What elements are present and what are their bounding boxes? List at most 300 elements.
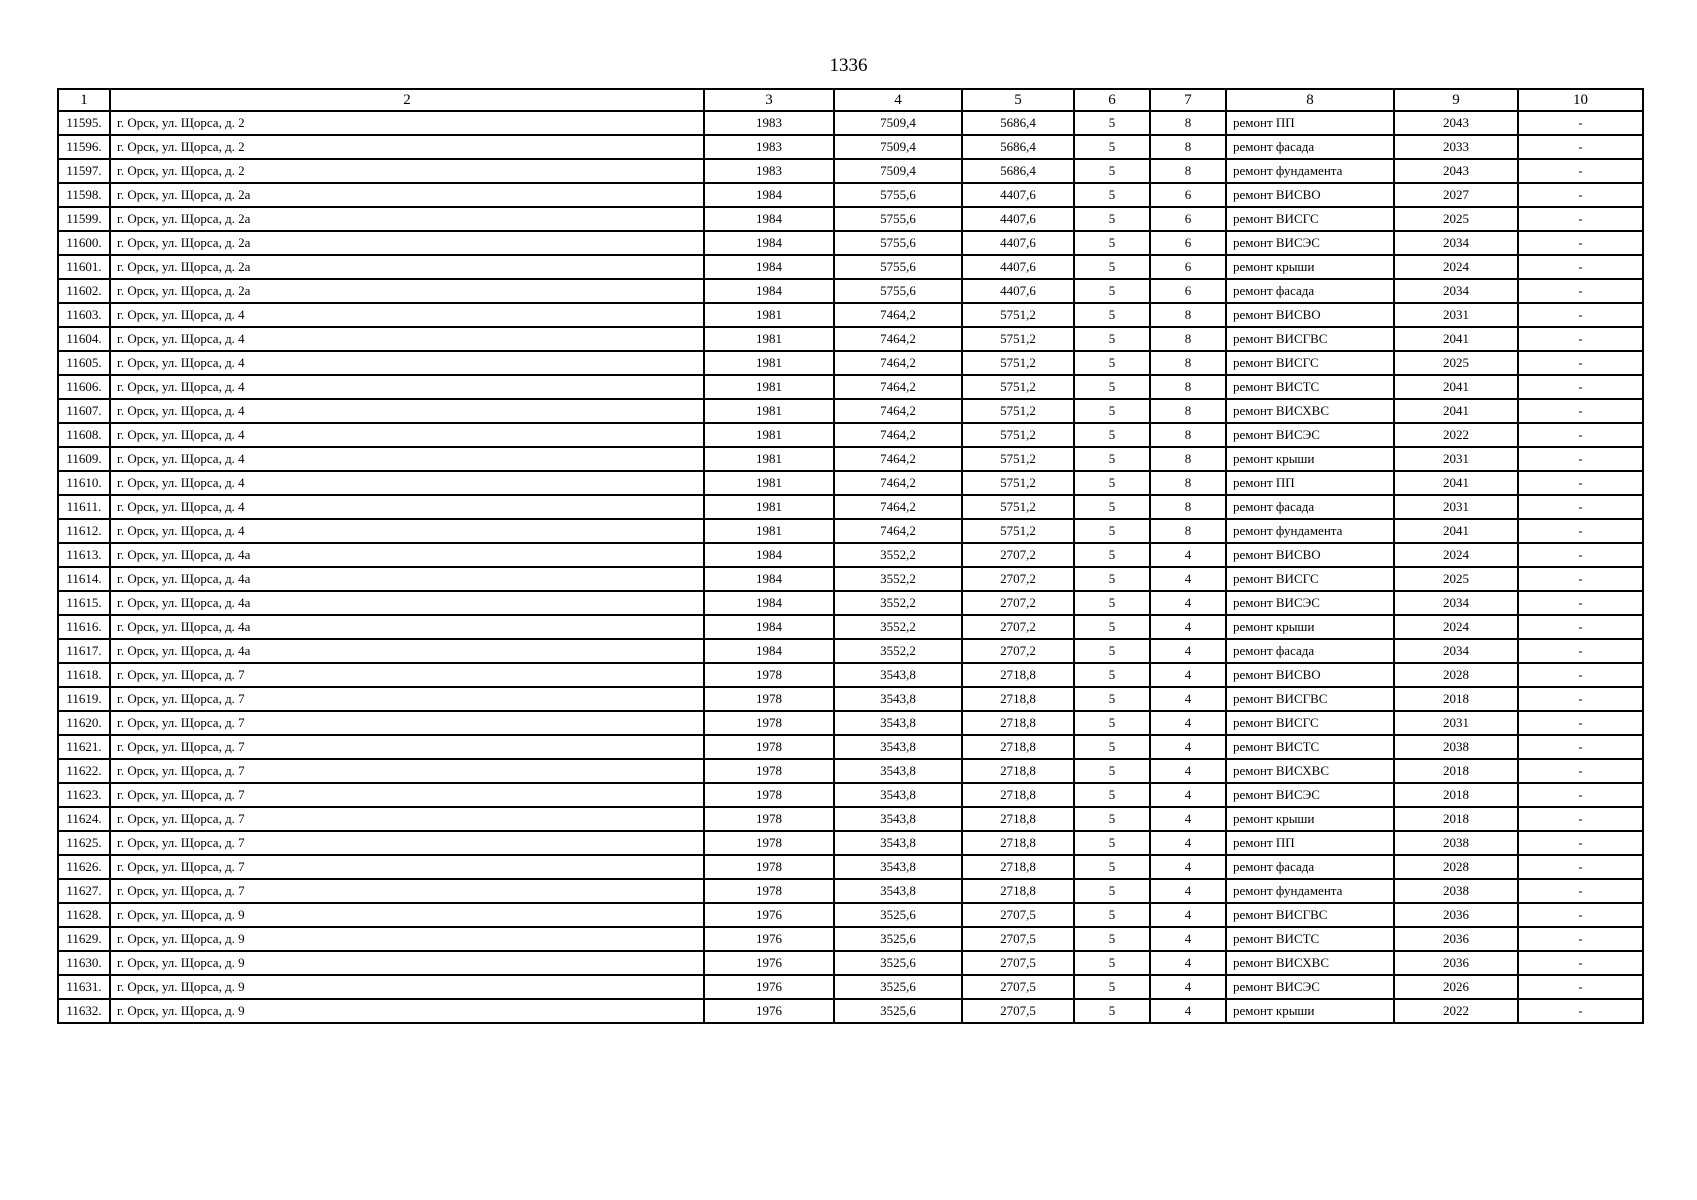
planned-year-cell: 2028 xyxy=(1394,855,1518,879)
note-cell: - xyxy=(1518,927,1643,951)
address-cell: г. Орск, ул. Щорса, д. 7 xyxy=(110,783,704,807)
planned-year-cell: 2025 xyxy=(1394,351,1518,375)
total-area-cell: 3543,8 xyxy=(834,711,962,735)
table-row xyxy=(58,327,1643,351)
page-number: 1336 xyxy=(829,55,868,76)
living-area-cell: 5751,2 xyxy=(962,471,1074,495)
row-number-cell: 11621. xyxy=(58,735,110,759)
entrances-cell: 4 xyxy=(1150,783,1226,807)
total-area-cell: 3552,2 xyxy=(834,567,962,591)
entrances-cell: 4 xyxy=(1150,543,1226,567)
year-built-cell: 1981 xyxy=(704,447,834,471)
year-built-cell: 1976 xyxy=(704,975,834,999)
total-area-cell: 3525,6 xyxy=(834,999,962,1023)
note-cell: - xyxy=(1518,231,1643,255)
work-type-cell: ремонт ВИСТС xyxy=(1226,927,1394,951)
row-number-cell: 11628. xyxy=(58,903,110,927)
living-area-cell: 5751,2 xyxy=(962,327,1074,351)
work-type-cell: ремонт ВИСЭС xyxy=(1226,231,1394,255)
entrances-cell: 4 xyxy=(1150,687,1226,711)
total-area-cell: 3543,8 xyxy=(834,807,962,831)
entrances-cell: 6 xyxy=(1150,207,1226,231)
entrances-cell: 8 xyxy=(1150,303,1226,327)
row-number-cell: 11596. xyxy=(58,135,110,159)
address-cell: г. Орск, ул. Щорса, д. 4 xyxy=(110,351,704,375)
planned-year-cell: 2038 xyxy=(1394,735,1518,759)
address-cell: г. Орск, ул. Щорса, д. 2а xyxy=(110,231,704,255)
work-type-cell: ремонт фасада xyxy=(1226,135,1394,159)
entrances-cell: 8 xyxy=(1150,519,1226,543)
table-row xyxy=(58,159,1643,183)
table-row xyxy=(58,567,1643,591)
total-area-cell: 7509,4 xyxy=(834,135,962,159)
column-header: 1 xyxy=(58,89,110,111)
address-cell: г. Орск, ул. Щорса, д. 2 xyxy=(110,135,704,159)
planned-year-cell: 2036 xyxy=(1394,927,1518,951)
floors-cell: 5 xyxy=(1074,159,1150,183)
entrances-cell: 8 xyxy=(1150,471,1226,495)
address-cell: г. Орск, ул. Щорса, д. 7 xyxy=(110,807,704,831)
note-cell: - xyxy=(1518,951,1643,975)
note-cell: - xyxy=(1518,495,1643,519)
year-built-cell: 1978 xyxy=(704,735,834,759)
floors-cell: 5 xyxy=(1074,783,1150,807)
year-built-cell: 1984 xyxy=(704,255,834,279)
year-built-cell: 1983 xyxy=(704,111,834,135)
entrances-cell: 4 xyxy=(1150,807,1226,831)
year-built-cell: 1983 xyxy=(704,135,834,159)
work-type-cell: ремонт крыши xyxy=(1226,447,1394,471)
row-number-cell: 11611. xyxy=(58,495,110,519)
total-area-cell: 7464,2 xyxy=(834,351,962,375)
table-row xyxy=(58,951,1643,975)
work-type-cell: ремонт ВИСХВС xyxy=(1226,399,1394,423)
entrances-cell: 8 xyxy=(1150,495,1226,519)
total-area-cell: 3543,8 xyxy=(834,783,962,807)
year-built-cell: 1981 xyxy=(704,327,834,351)
address-cell: г. Орск, ул. Щорса, д. 4а xyxy=(110,639,704,663)
floors-cell: 5 xyxy=(1074,975,1150,999)
total-area-cell: 5755,6 xyxy=(834,231,962,255)
row-number-cell: 11610. xyxy=(58,471,110,495)
year-built-cell: 1981 xyxy=(704,399,834,423)
row-number-cell: 11599. xyxy=(58,207,110,231)
address-cell: г. Орск, ул. Щорса, д. 4а xyxy=(110,615,704,639)
planned-year-cell: 2025 xyxy=(1394,207,1518,231)
work-type-cell: ремонт ВИСГС xyxy=(1226,711,1394,735)
planned-year-cell: 2034 xyxy=(1394,639,1518,663)
planned-year-cell: 2034 xyxy=(1394,279,1518,303)
table-row xyxy=(58,927,1643,951)
row-number-cell: 11603. xyxy=(58,303,110,327)
note-cell: - xyxy=(1518,279,1643,303)
table-row xyxy=(58,471,1643,495)
year-built-cell: 1976 xyxy=(704,999,834,1023)
total-area-cell: 7464,2 xyxy=(834,423,962,447)
total-area-cell: 3552,2 xyxy=(834,639,962,663)
floors-cell: 5 xyxy=(1074,567,1150,591)
work-type-cell: ремонт ВИСЭС xyxy=(1226,423,1394,447)
table-row xyxy=(58,375,1643,399)
column-header: 9 xyxy=(1394,89,1518,111)
entrances-cell: 4 xyxy=(1150,951,1226,975)
floors-cell: 5 xyxy=(1074,183,1150,207)
year-built-cell: 1984 xyxy=(704,639,834,663)
address-cell: г. Орск, ул. Щорса, д. 2 xyxy=(110,111,704,135)
address-cell: г. Орск, ул. Щорса, д. 4 xyxy=(110,447,704,471)
work-type-cell: ремонт фундамента xyxy=(1226,519,1394,543)
planned-year-cell: 2018 xyxy=(1394,807,1518,831)
planned-year-cell: 2041 xyxy=(1394,375,1518,399)
table-row xyxy=(58,423,1643,447)
entrances-cell: 8 xyxy=(1150,375,1226,399)
living-area-cell: 2707,2 xyxy=(962,591,1074,615)
planned-year-cell: 2018 xyxy=(1394,759,1518,783)
table-row xyxy=(58,135,1643,159)
floors-cell: 5 xyxy=(1074,615,1150,639)
table-row xyxy=(58,255,1643,279)
address-cell: г. Орск, ул. Щорса, д. 9 xyxy=(110,927,704,951)
note-cell: - xyxy=(1518,471,1643,495)
living-area-cell: 2707,5 xyxy=(962,975,1074,999)
work-type-cell: ремонт ПП xyxy=(1226,831,1394,855)
floors-cell: 5 xyxy=(1074,423,1150,447)
address-cell: г. Орск, ул. Щорса, д. 2а xyxy=(110,183,704,207)
floors-cell: 5 xyxy=(1074,879,1150,903)
entrances-cell: 4 xyxy=(1150,831,1226,855)
entrances-cell: 8 xyxy=(1150,423,1226,447)
year-built-cell: 1984 xyxy=(704,207,834,231)
row-number-cell: 11598. xyxy=(58,183,110,207)
living-area-cell: 2718,8 xyxy=(962,831,1074,855)
floors-cell: 5 xyxy=(1074,303,1150,327)
note-cell: - xyxy=(1518,999,1643,1023)
total-area-cell: 7464,2 xyxy=(834,303,962,327)
address-cell: г. Орск, ул. Щорса, д. 4а xyxy=(110,567,704,591)
living-area-cell: 2707,5 xyxy=(962,951,1074,975)
total-area-cell: 3543,8 xyxy=(834,735,962,759)
table-row xyxy=(58,711,1643,735)
work-type-cell: ремонт фасада xyxy=(1226,639,1394,663)
year-built-cell: 1984 xyxy=(704,183,834,207)
total-area-cell: 7464,2 xyxy=(834,399,962,423)
floors-cell: 5 xyxy=(1074,471,1150,495)
note-cell: - xyxy=(1518,543,1643,567)
living-area-cell: 4407,6 xyxy=(962,207,1074,231)
floors-cell: 5 xyxy=(1074,135,1150,159)
planned-year-cell: 2018 xyxy=(1394,783,1518,807)
column-header: 7 xyxy=(1150,89,1226,111)
table-row xyxy=(58,591,1643,615)
table-row xyxy=(58,663,1643,687)
address-cell: г. Орск, ул. Щорса, д. 9 xyxy=(110,975,704,999)
entrances-cell: 4 xyxy=(1150,567,1226,591)
living-area-cell: 5751,2 xyxy=(962,495,1074,519)
year-built-cell: 1981 xyxy=(704,375,834,399)
entrances-cell: 4 xyxy=(1150,759,1226,783)
entrances-cell: 4 xyxy=(1150,999,1226,1023)
planned-year-cell: 2041 xyxy=(1394,327,1518,351)
work-type-cell: ремонт ВИСГС xyxy=(1226,351,1394,375)
floors-cell: 5 xyxy=(1074,447,1150,471)
entrances-cell: 6 xyxy=(1150,183,1226,207)
table-row xyxy=(58,207,1643,231)
year-built-cell: 1981 xyxy=(704,519,834,543)
entrances-cell: 6 xyxy=(1150,279,1226,303)
floors-cell: 5 xyxy=(1074,831,1150,855)
planned-year-cell: 2041 xyxy=(1394,399,1518,423)
total-area-cell: 3525,6 xyxy=(834,975,962,999)
living-area-cell: 5751,2 xyxy=(962,375,1074,399)
entrances-cell: 4 xyxy=(1150,879,1226,903)
note-cell: - xyxy=(1518,711,1643,735)
address-cell: г. Орск, ул. Щорса, д. 2 xyxy=(110,159,704,183)
work-type-cell: ремонт ВИСГС xyxy=(1226,567,1394,591)
table-row xyxy=(58,975,1643,999)
total-area-cell: 3543,8 xyxy=(834,879,962,903)
floors-cell: 5 xyxy=(1074,375,1150,399)
total-area-cell: 5755,6 xyxy=(834,207,962,231)
work-type-cell: ремонт ВИСГВС xyxy=(1226,903,1394,927)
entrances-cell: 4 xyxy=(1150,855,1226,879)
total-area-cell: 7464,2 xyxy=(834,447,962,471)
address-cell: г. Орск, ул. Щорса, д. 7 xyxy=(110,711,704,735)
entrances-cell: 4 xyxy=(1150,975,1226,999)
work-type-cell: ремонт ВИСЭС xyxy=(1226,975,1394,999)
address-cell: г. Орск, ул. Щорса, д. 4а xyxy=(110,591,704,615)
total-area-cell: 7464,2 xyxy=(834,471,962,495)
floors-cell: 5 xyxy=(1074,231,1150,255)
work-type-cell: ремонт ВИСВО xyxy=(1226,303,1394,327)
row-number-cell: 11614. xyxy=(58,567,110,591)
total-area-cell: 7464,2 xyxy=(834,327,962,351)
floors-cell: 5 xyxy=(1074,711,1150,735)
planned-year-cell: 2027 xyxy=(1394,183,1518,207)
note-cell: - xyxy=(1518,615,1643,639)
planned-year-cell: 2041 xyxy=(1394,471,1518,495)
total-area-cell: 7464,2 xyxy=(834,519,962,543)
table-row xyxy=(58,687,1643,711)
floors-cell: 5 xyxy=(1074,855,1150,879)
column-header: 2 xyxy=(110,89,704,111)
table-row xyxy=(58,855,1643,879)
table-row xyxy=(58,999,1643,1023)
living-area-cell: 2718,8 xyxy=(962,687,1074,711)
note-cell: - xyxy=(1518,159,1643,183)
row-number-cell: 11626. xyxy=(58,855,110,879)
planned-year-cell: 2026 xyxy=(1394,975,1518,999)
header-row xyxy=(58,89,1643,111)
living-area-cell: 5751,2 xyxy=(962,519,1074,543)
table-row xyxy=(58,831,1643,855)
note-cell: - xyxy=(1518,327,1643,351)
row-number-cell: 11612. xyxy=(58,519,110,543)
work-type-cell: ремонт фасада xyxy=(1226,495,1394,519)
floors-cell: 5 xyxy=(1074,327,1150,351)
row-number-cell: 11623. xyxy=(58,783,110,807)
year-built-cell: 1976 xyxy=(704,927,834,951)
planned-year-cell: 2041 xyxy=(1394,519,1518,543)
row-number-cell: 11601. xyxy=(58,255,110,279)
row-number-cell: 11609. xyxy=(58,447,110,471)
living-area-cell: 4407,6 xyxy=(962,231,1074,255)
note-cell: - xyxy=(1518,879,1643,903)
row-number-cell: 11607. xyxy=(58,399,110,423)
row-number-cell: 11632. xyxy=(58,999,110,1023)
year-built-cell: 1978 xyxy=(704,855,834,879)
planned-year-cell: 2038 xyxy=(1394,879,1518,903)
year-built-cell: 1984 xyxy=(704,591,834,615)
work-type-cell: ремонт крыши xyxy=(1226,999,1394,1023)
row-number-cell: 11619. xyxy=(58,687,110,711)
total-area-cell: 3543,8 xyxy=(834,663,962,687)
planned-year-cell: 2024 xyxy=(1394,255,1518,279)
address-cell: г. Орск, ул. Щорса, д. 7 xyxy=(110,687,704,711)
note-cell: - xyxy=(1518,567,1643,591)
year-built-cell: 1978 xyxy=(704,663,834,687)
year-built-cell: 1983 xyxy=(704,159,834,183)
address-cell: г. Орск, ул. Щорса, д. 4 xyxy=(110,471,704,495)
floors-cell: 5 xyxy=(1074,999,1150,1023)
note-cell: - xyxy=(1518,975,1643,999)
note-cell: - xyxy=(1518,855,1643,879)
living-area-cell: 4407,6 xyxy=(962,255,1074,279)
floors-cell: 5 xyxy=(1074,495,1150,519)
planned-year-cell: 2031 xyxy=(1394,447,1518,471)
note-cell: - xyxy=(1518,783,1643,807)
floors-cell: 5 xyxy=(1074,591,1150,615)
note-cell: - xyxy=(1518,423,1643,447)
table-row xyxy=(58,111,1643,135)
floors-cell: 5 xyxy=(1074,519,1150,543)
planned-year-cell: 2024 xyxy=(1394,615,1518,639)
work-type-cell: ремонт ВИСВО xyxy=(1226,543,1394,567)
table-body xyxy=(58,89,1643,1023)
entrances-cell: 8 xyxy=(1150,399,1226,423)
total-area-cell: 3543,8 xyxy=(834,687,962,711)
table-row xyxy=(58,399,1643,423)
address-cell: г. Орск, ул. Щорса, д. 7 xyxy=(110,831,704,855)
table-row xyxy=(58,807,1643,831)
entrances-cell: 8 xyxy=(1150,327,1226,351)
table-row xyxy=(58,351,1643,375)
address-cell: г. Орск, ул. Щорса, д. 4 xyxy=(110,375,704,399)
entrances-cell: 4 xyxy=(1150,663,1226,687)
work-type-cell: ремонт крыши xyxy=(1226,807,1394,831)
row-number-cell: 11617. xyxy=(58,639,110,663)
planned-year-cell: 2022 xyxy=(1394,999,1518,1023)
floors-cell: 5 xyxy=(1074,399,1150,423)
total-area-cell: 3552,2 xyxy=(834,591,962,615)
total-area-cell: 3525,6 xyxy=(834,927,962,951)
column-header: 4 xyxy=(834,89,962,111)
planned-year-cell: 2036 xyxy=(1394,903,1518,927)
entrances-cell: 6 xyxy=(1150,255,1226,279)
planned-year-cell: 2033 xyxy=(1394,135,1518,159)
year-built-cell: 1978 xyxy=(704,711,834,735)
row-number-cell: 11604. xyxy=(58,327,110,351)
year-built-cell: 1976 xyxy=(704,903,834,927)
floors-cell: 5 xyxy=(1074,207,1150,231)
table-row xyxy=(58,183,1643,207)
entrances-cell: 4 xyxy=(1150,903,1226,927)
living-area-cell: 2718,8 xyxy=(962,711,1074,735)
note-cell: - xyxy=(1518,375,1643,399)
row-number-cell: 11613. xyxy=(58,543,110,567)
work-type-cell: ремонт ВИСГС xyxy=(1226,207,1394,231)
living-area-cell: 2718,8 xyxy=(962,759,1074,783)
note-cell: - xyxy=(1518,639,1643,663)
entrances-cell: 4 xyxy=(1150,639,1226,663)
row-number-cell: 11630. xyxy=(58,951,110,975)
total-area-cell: 3552,2 xyxy=(834,615,962,639)
planned-year-cell: 2031 xyxy=(1394,495,1518,519)
table-row xyxy=(58,903,1643,927)
table-row xyxy=(58,735,1643,759)
living-area-cell: 5751,2 xyxy=(962,399,1074,423)
address-cell: г. Орск, ул. Щорса, д. 7 xyxy=(110,855,704,879)
table-row xyxy=(58,879,1643,903)
year-built-cell: 1984 xyxy=(704,567,834,591)
year-built-cell: 1978 xyxy=(704,687,834,711)
entrances-cell: 8 xyxy=(1150,159,1226,183)
work-type-cell: ремонт ВИСЭС xyxy=(1226,783,1394,807)
year-built-cell: 1981 xyxy=(704,471,834,495)
floors-cell: 5 xyxy=(1074,903,1150,927)
floors-cell: 5 xyxy=(1074,111,1150,135)
address-cell: г. Орск, ул. Щорса, д. 9 xyxy=(110,999,704,1023)
year-built-cell: 1978 xyxy=(704,879,834,903)
year-built-cell: 1984 xyxy=(704,615,834,639)
row-number-cell: 11608. xyxy=(58,423,110,447)
floors-cell: 5 xyxy=(1074,255,1150,279)
entrances-cell: 8 xyxy=(1150,351,1226,375)
living-area-cell: 2718,8 xyxy=(962,855,1074,879)
note-cell: - xyxy=(1518,903,1643,927)
entrances-cell: 4 xyxy=(1150,591,1226,615)
planned-year-cell: 2022 xyxy=(1394,423,1518,447)
row-number-cell: 11602. xyxy=(58,279,110,303)
table-row xyxy=(58,303,1643,327)
living-area-cell: 2707,2 xyxy=(962,543,1074,567)
total-area-cell: 3543,8 xyxy=(834,759,962,783)
row-number-cell: 11605. xyxy=(58,351,110,375)
column-header: 5 xyxy=(962,89,1074,111)
living-area-cell: 5686,4 xyxy=(962,159,1074,183)
total-area-cell: 7509,4 xyxy=(834,111,962,135)
planned-year-cell: 2043 xyxy=(1394,111,1518,135)
year-built-cell: 1984 xyxy=(704,231,834,255)
address-cell: г. Орск, ул. Щорса, д. 2а xyxy=(110,207,704,231)
note-cell: - xyxy=(1518,399,1643,423)
column-header: 10 xyxy=(1518,89,1643,111)
address-cell: г. Орск, ул. Щорса, д. 4 xyxy=(110,399,704,423)
floors-cell: 5 xyxy=(1074,927,1150,951)
year-built-cell: 1976 xyxy=(704,951,834,975)
column-header: 6 xyxy=(1074,89,1150,111)
note-cell: - xyxy=(1518,207,1643,231)
row-number-cell: 11631. xyxy=(58,975,110,999)
row-number-cell: 11622. xyxy=(58,759,110,783)
living-area-cell: 2718,8 xyxy=(962,735,1074,759)
table-row xyxy=(58,519,1643,543)
address-cell: г. Орск, ул. Щорса, д. 9 xyxy=(110,903,704,927)
address-cell: г. Орск, ул. Щорса, д. 4а xyxy=(110,543,704,567)
living-area-cell: 5751,2 xyxy=(962,351,1074,375)
living-area-cell: 2707,2 xyxy=(962,615,1074,639)
row-number-cell: 11595. xyxy=(58,111,110,135)
planned-year-cell: 2034 xyxy=(1394,231,1518,255)
